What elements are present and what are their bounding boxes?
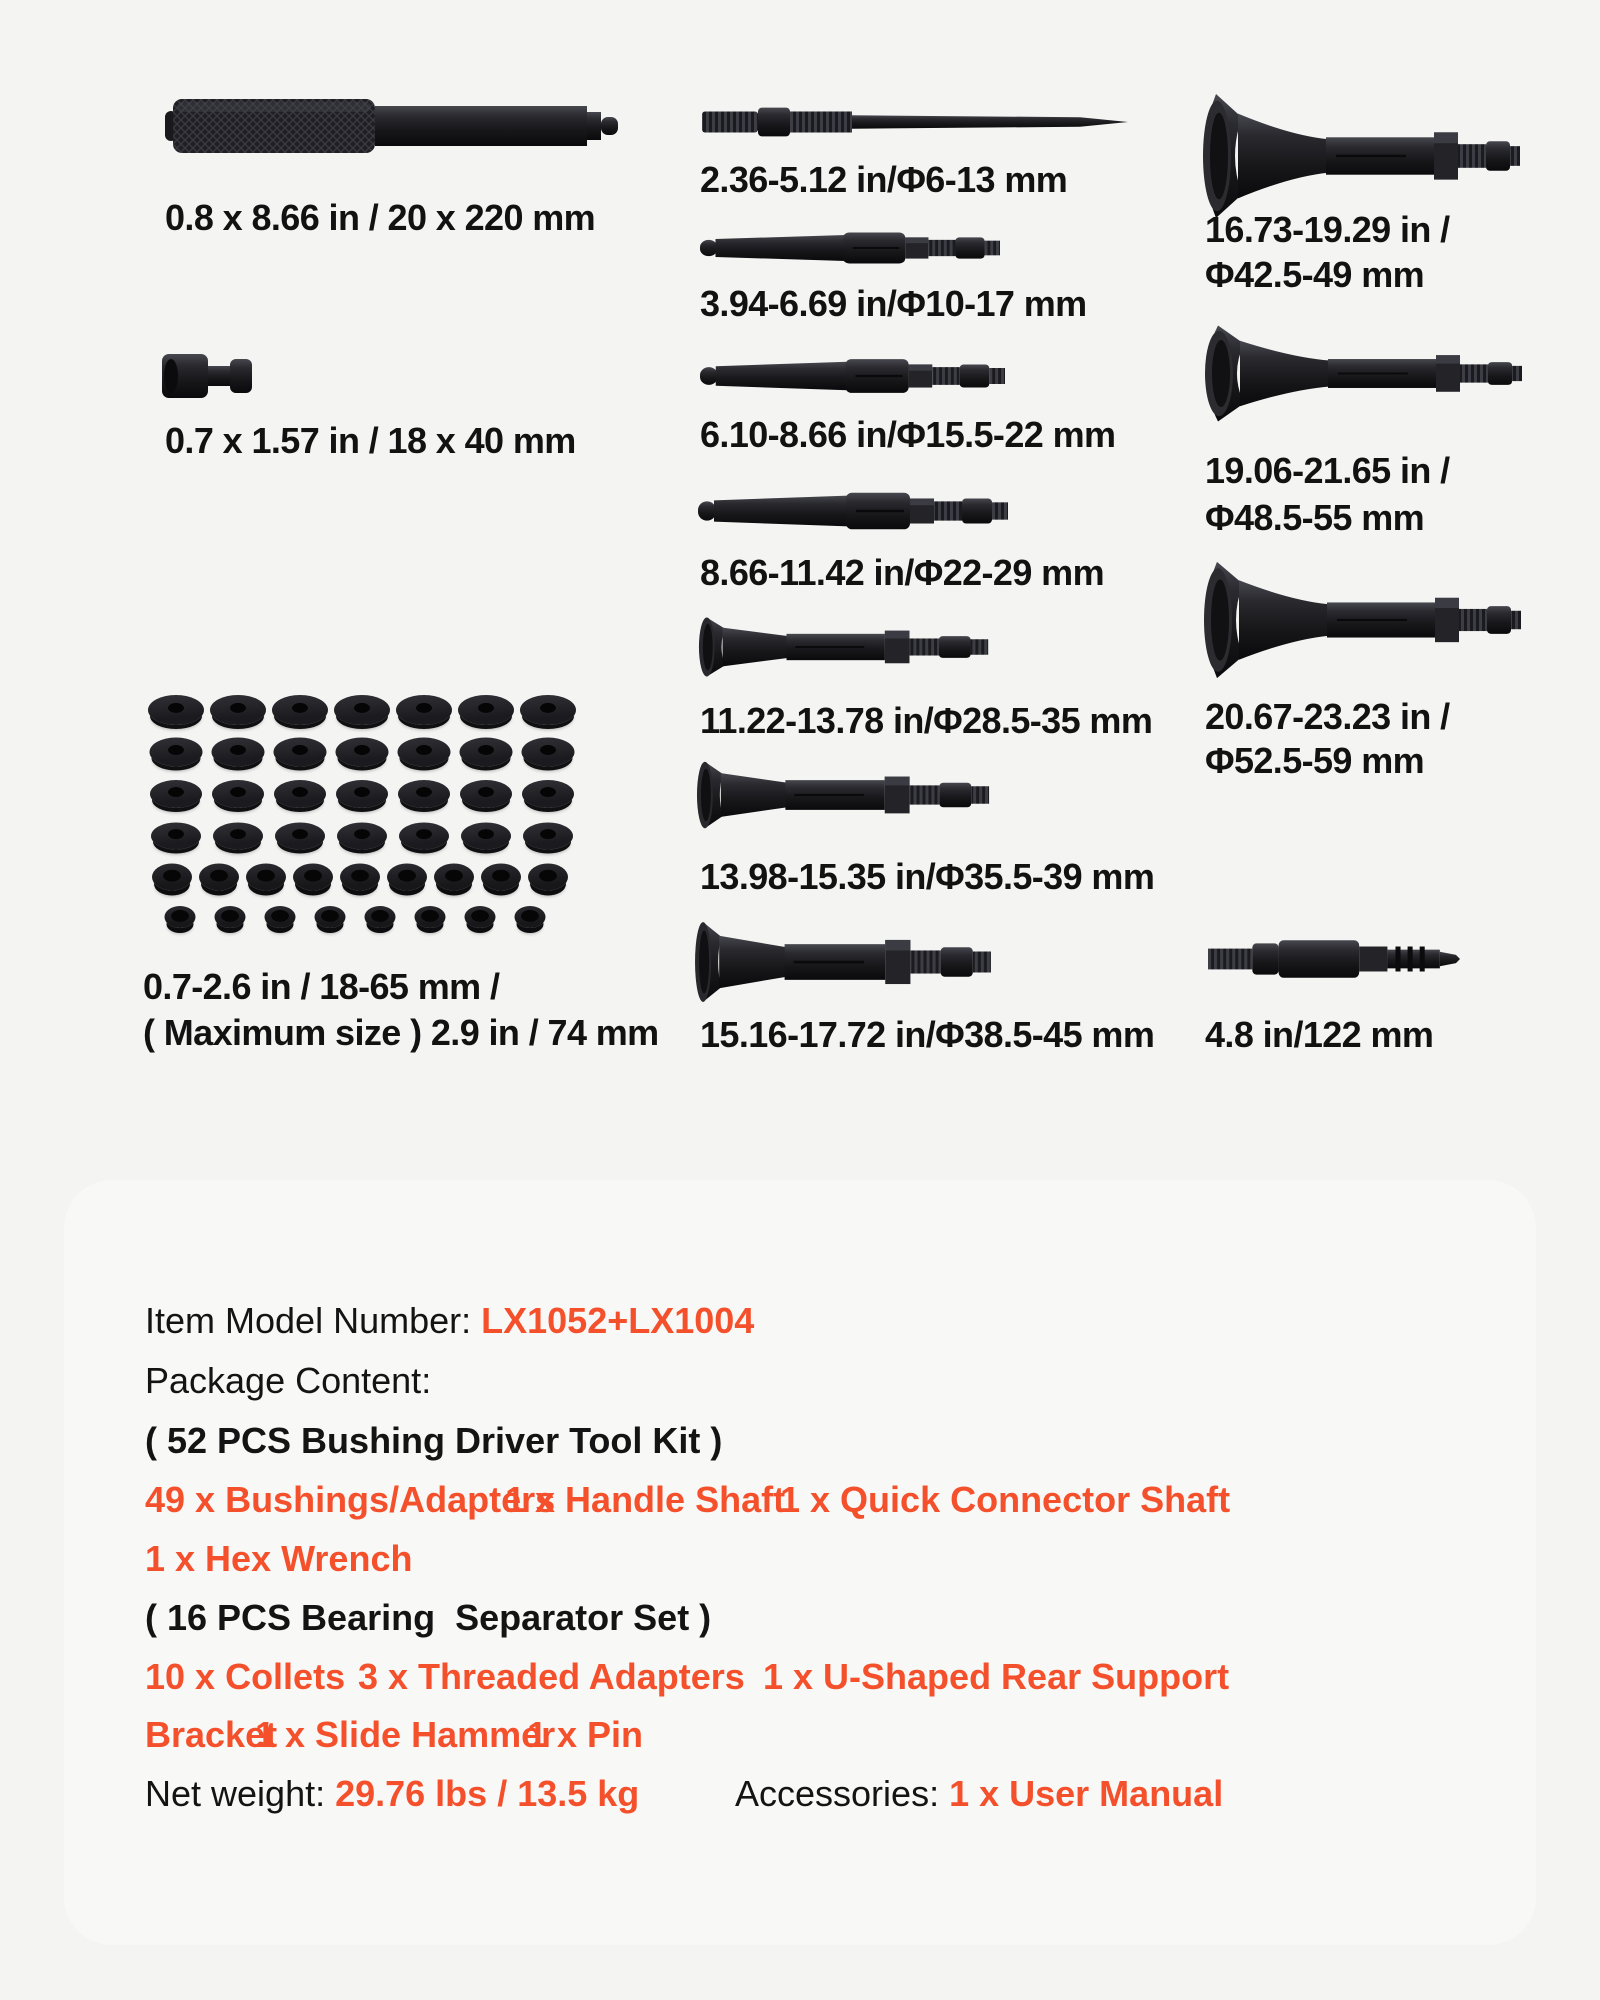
kit2-item: 3 x Threaded Adapters <box>358 1656 745 1697</box>
bushing-disc <box>165 906 196 928</box>
collet-dimension-label: 15.16-17.72 in/Φ38.5-45 mm <box>700 1014 1155 1055</box>
bushing-disc <box>336 780 388 808</box>
kit2-item: 1 x U-Shaped Rear Support <box>763 1656 1230 1697</box>
bushing-disc <box>340 864 380 891</box>
bushing-disc <box>210 695 266 725</box>
bushing-disc <box>274 780 326 808</box>
funnel-dimension-label-line2: Φ48.5-55 mm <box>1205 497 1425 538</box>
item-model-number-value: LX1052+LX1004 <box>481 1300 755 1341</box>
collet-dimension-label: 13.98-15.35 in/Φ35.5-39 mm <box>700 856 1155 897</box>
bushing-disc <box>515 906 546 928</box>
bushing-disc <box>522 780 574 808</box>
flared-collet-image <box>693 760 1001 830</box>
bushing-disc <box>275 823 325 850</box>
funnel-collet-image <box>1192 324 1522 423</box>
funnel-dimension-label-line2: Φ52.5-59 mm <box>1205 740 1425 781</box>
kit1-item: 1 x Hex Wrench <box>145 1538 413 1579</box>
funnel-dimension-label-line1: 20.67-23.23 in / <box>1205 696 1450 737</box>
funnel-collet-image <box>1190 92 1520 220</box>
adapter-image <box>160 350 260 402</box>
bushing-disc <box>522 738 575 767</box>
bushing-disc <box>387 864 427 891</box>
bushing-disc <box>460 780 512 808</box>
bushing-disc <box>398 738 451 767</box>
bushing-disc <box>460 738 513 767</box>
bushing-disc <box>528 864 568 891</box>
kit2-item: 1 x Pin <box>527 1714 644 1755</box>
net-weight-label: Net weight: <box>145 1773 336 1814</box>
funnel-dimension-label-line2: Φ42.5-49 mm <box>1205 254 1425 295</box>
accessories-value: 1 x User Manual <box>949 1773 1224 1814</box>
bushing-disc <box>315 906 346 928</box>
collet-dimension-label: 2.36-5.12 in/Φ6-13 mm <box>700 159 1068 200</box>
bushing-disc <box>293 864 333 891</box>
bushing-disc <box>272 695 328 725</box>
bushing-disc <box>150 780 202 808</box>
bushing-disc <box>212 780 264 808</box>
kit1-title: ( 52 PCS Bushing Driver Tool Kit ) <box>145 1420 723 1461</box>
bushing-disc <box>398 780 450 808</box>
bushing-disc <box>520 695 576 725</box>
bushing-disc <box>336 738 389 767</box>
bushing-disc <box>265 906 296 928</box>
package-content-label: Package Content: <box>145 1360 432 1401</box>
quick-connector-image <box>1208 933 1460 985</box>
bushing-disc <box>148 695 204 725</box>
kit2-item: 1 x Slide Hammer <box>255 1714 556 1755</box>
item-model-number-row <box>145 1300 754 1342</box>
funnel-dimension-label-line1: 16.73-19.29 in / <box>1205 209 1450 250</box>
kit1-item: 49 x Bushings/Adapters <box>145 1479 556 1520</box>
collet-image <box>700 352 1005 400</box>
item-model-number-label: Item Model Number: <box>145 1300 482 1341</box>
kit2-title: ( 16 PCS Bearing Separator Set ) <box>145 1597 712 1638</box>
pin-tap-image <box>700 100 1130 144</box>
net-weight-value: 29.76 lbs / 13.5 kg <box>335 1773 640 1814</box>
bushing-disc <box>150 738 203 767</box>
bushing-disc <box>399 823 449 850</box>
handle-shaft-dimension-label: 0.8 x 8.66 in / 20 x 220 mm <box>165 197 596 238</box>
collet-dimension-label: 8.66-11.42 in/Φ22-29 mm <box>700 552 1104 593</box>
bushing-disc <box>199 864 239 891</box>
bushing-disc <box>523 823 573 850</box>
collet-dimension-label: 6.10-8.66 in/Φ15.5-22 mm <box>700 414 1116 455</box>
collet-dimension-label: 11.22-13.78 in/Φ28.5-35 mm <box>700 700 1153 741</box>
bushing-disc <box>246 864 286 891</box>
flared-collet-image <box>691 920 1003 1004</box>
adapter-dimension-label: 0.7 x 1.57 in / 18 x 40 mm <box>165 420 576 461</box>
collet-image <box>698 485 1008 537</box>
bushing-disc <box>434 864 474 891</box>
kit1-item: 1 x Quick Connector Shaft <box>780 1479 1231 1520</box>
collet-dimension-label: 3.94-6.69 in/Φ10-17 mm <box>700 283 1087 324</box>
bushing-disc <box>151 823 201 850</box>
bushings-dimension-label-line2: ( Maximum size ) 2.9 in / 74 mm <box>143 1012 659 1053</box>
bushing-disc <box>481 864 521 891</box>
flared-collet-image <box>695 616 1000 678</box>
bushing-disc <box>152 864 192 891</box>
bushing-disc <box>337 823 387 850</box>
connector-dimension-label: 4.8 in/122 mm <box>1205 1014 1434 1055</box>
kit1-item: 1 x Handle Shaft <box>505 1479 786 1520</box>
funnel-dimension-label-line1: 19.06-21.65 in / <box>1205 450 1450 491</box>
bushing-disc <box>215 906 246 928</box>
net-weight <box>145 1773 639 1815</box>
bushings-dimension-label-line1: 0.7-2.6 in / 18-65 mm / <box>143 966 500 1007</box>
bushing-disc <box>461 823 511 850</box>
funnel-collet-image <box>1191 560 1521 680</box>
bushing-disc <box>212 738 265 767</box>
bushing-disc <box>458 695 514 725</box>
bushing-disc <box>396 695 452 725</box>
kit2-item: Bracket <box>145 1714 278 1755</box>
collet-image <box>700 226 1000 270</box>
bushing-disc <box>274 738 327 767</box>
handle-shaft-image <box>165 96 620 156</box>
bushing-disc <box>415 906 446 928</box>
bushing-disc <box>213 823 263 850</box>
bushing-disc <box>465 906 496 928</box>
bushing-disc <box>334 695 390 725</box>
kit2-item: 10 x Collets <box>145 1656 346 1697</box>
accessories-label: Accessories: <box>735 1773 950 1814</box>
accessories <box>735 1773 1223 1815</box>
bushing-disc <box>365 906 396 928</box>
